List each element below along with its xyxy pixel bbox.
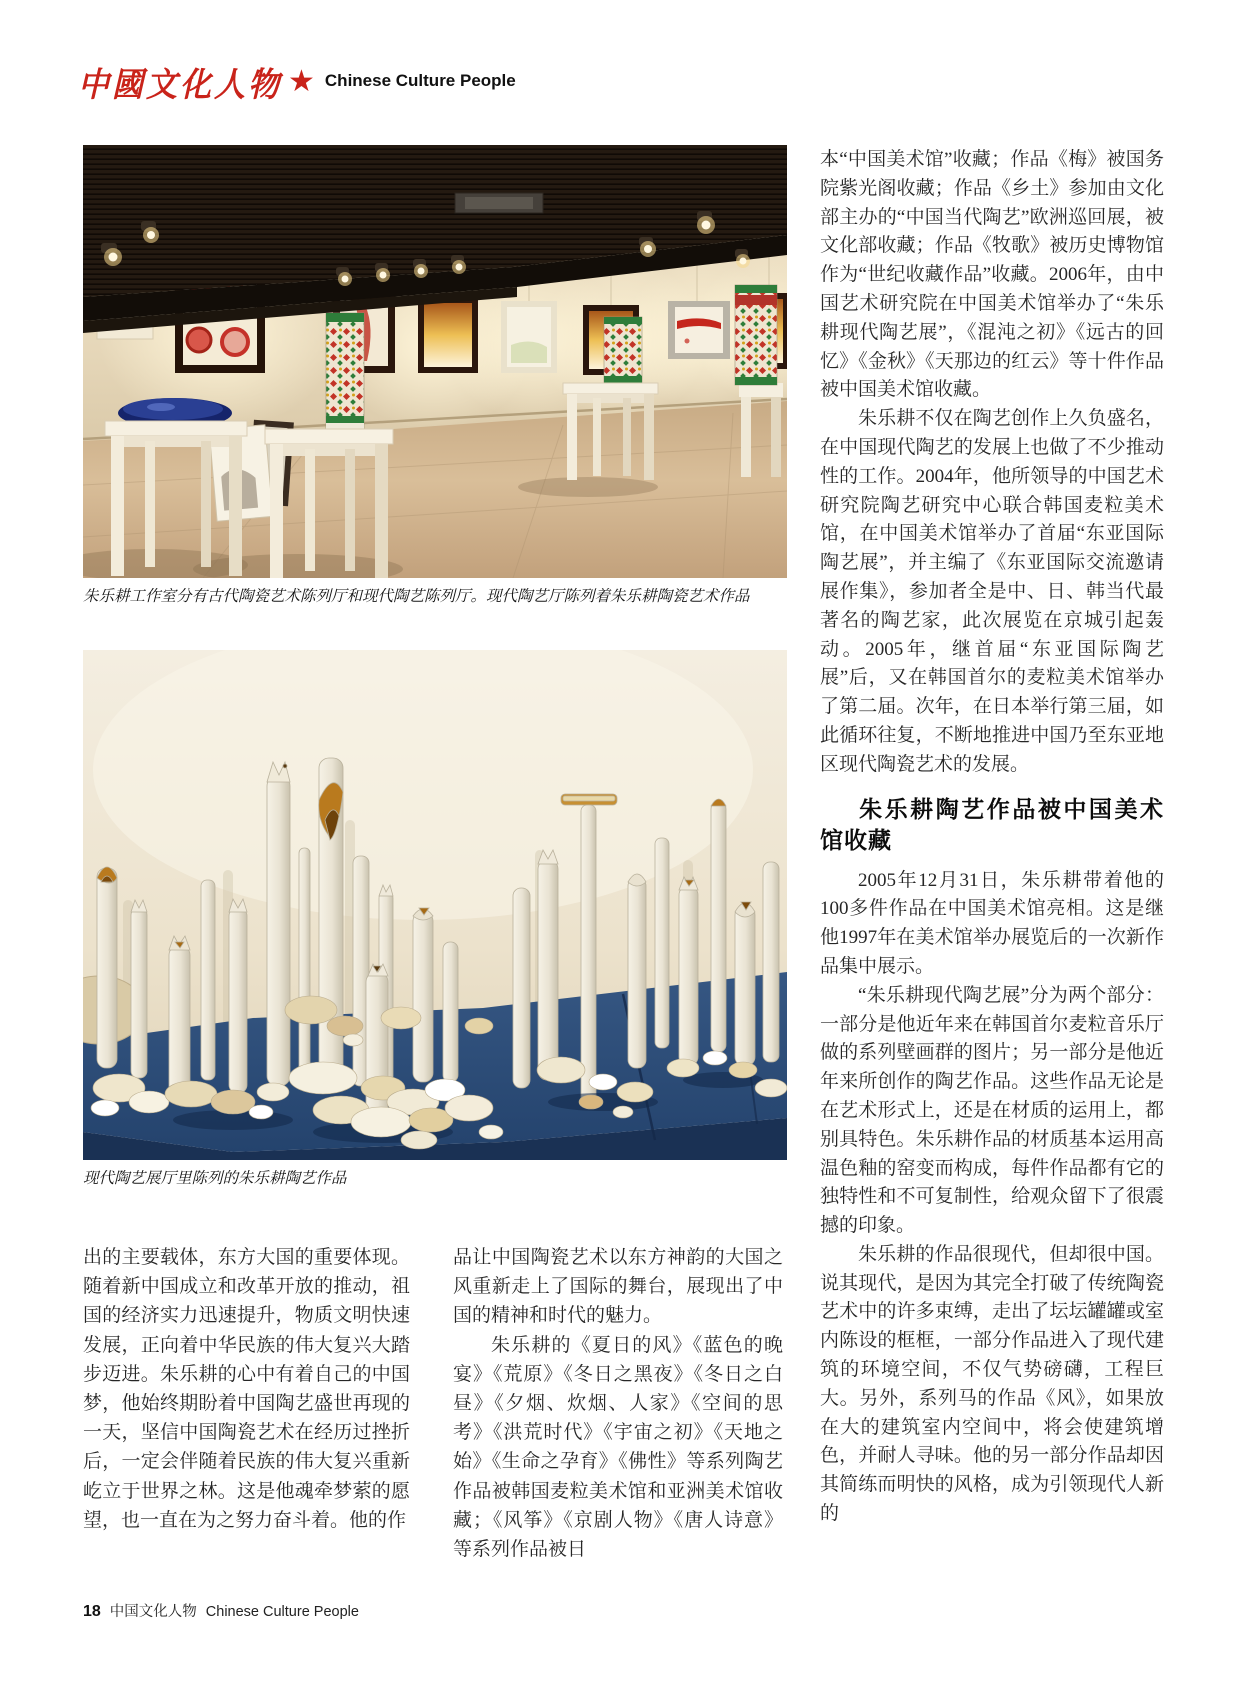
star-icon: ★ [288, 64, 315, 98]
paragraph: 品让中国陶瓷艺术以东方神韵的大国之风重新走上了国际的舞台，展现出了中国的精神和时代的魅力。 [453, 1247, 783, 1327]
page-number: 18 [83, 1603, 101, 1620]
paragraph: “朱乐耕现代陶艺展”分为两个部分：一部分是他近年来在韩国首尔麦粒音乐厅做的系列壁画群的图片；另一部分是他近年来所创作的陶艺作品。这些作品无论是在艺术形式上，还是在材质的运用上，都别具特色。朱乐耕作品的材质基本运用高温色釉的窑变而构成，每件作品都有它的独特性和不可复制性，给观众留下了很震撼的印象。 [820, 984, 1164, 1237]
footer-magazine-english: Chinese Culture People [205, 1604, 359, 1620]
article-column-left [83, 1243, 410, 1535]
paragraph: 本“中国美术馆”收藏；作品《梅》被国务院紫光阁收藏；作品《乡土》参加由文化部主办的“中国当代陶艺”欧洲巡回展，被文化部收藏；作品《牧歌》被历史博物馆作为“世纪收藏作品”收藏。2006年，由中国艺术研究院在中国美术馆举办了“朱乐耕现代陶艺展”，《混沌之初》《远古的回忆》《金秋》《天那边的红云》等十件作品被中国美术馆收藏。 [820, 149, 1164, 401]
gallery-photo-caption: 朱乐耕工作室分有古代陶瓷艺术陈列厅和现代陶艺陈列厅。现代陶艺厅陈列着朱乐耕陶瓷艺术作品 [83, 588, 750, 605]
paragraph: 朱乐耕的《夏日的风》《蓝色的晚宴》《荒原》《冬日之黑夜》《冬日之白昼》《夕烟、炊烟、人家》《空间的思考》《洪荒时代》《宇宙之初》《天地之始》《生命之孕育》《佛性》等系列陶艺作品被韩国麦粒美术馆和亚洲美术馆收藏；《风筝》《京剧人物》《唐人诗意》等系列作品被日 [453, 1334, 783, 1561]
article-column-middle [453, 1243, 783, 1564]
gallery-photo-illustration [83, 145, 787, 578]
gallery-exhibition-photo [83, 145, 787, 578]
footer-magazine-chinese: 中国文化人物 [109, 1604, 197, 1620]
ceramic-installation-photo [83, 650, 787, 1160]
paragraph: 朱乐耕的作品很现代，但却很中国。说其现代，是因为其完全打破了传统陶瓷艺术中的许多束缚，走出了坛坛罐罐或室内陈设的框框，一部分作品进入了现代建筑的环境空间，不仅气势磅礴，工程巨大。另外，系列马的作品《风》，如果放在大的建筑室内空间中，将会使建筑增色，并耐人寻味。他的另一部分作品却因其简练而明快的风格，成为引领现代人新的 [820, 1243, 1164, 1525]
paragraph: 2005年12月31日，朱乐耕带着他的100多件作品在中国美术馆亮相。这是继他1997年在美术馆举办展览后的一次新作品集中展示。 [820, 869, 1164, 977]
section-heading: 朱乐耕陶艺作品被中国美术馆收藏 [820, 795, 1164, 853]
magazine-logo-english: Chinese Culture People [324, 71, 516, 90]
painting-pale [501, 301, 557, 373]
article-column-right [820, 146, 1164, 1529]
installation-photo-illustration [83, 650, 787, 1160]
page-footer [83, 1600, 359, 1621]
painting-orange-1 [418, 297, 478, 373]
paragraph: 出的主要载体，东方大国的重要体现。随着新中国成立和改革开放的推动，祖国的经济实力迅速提升，物质文明快速发展，正向着中华民族的伟大复兴大踏步迈进。朱乐耕的心中有着自己的中国梦，他始终期盼着中国陶艺盛世再现的一天，坚信中国陶瓷艺术在经历过挫折后，一定会伴随着民族的伟大复兴重新屹立于世界之林。这是他魂牵梦萦的愿望，也一直在为之努力奋斗着。他的作 [83, 1247, 410, 1531]
paragraph: 朱乐耕不仅在陶艺创作上久负盛名，在中国现代陶艺的发展上也做了不少推动性的工作。2004年，他所领导的中国艺术研究院陶艺研究中心联合韩国麦粒美术馆，在中国美术馆举办了首届“东亚国际陶艺展”，并主编了《东亚国际交流邀请展作集》，参加者全是中、日、韩当代最著名的陶艺家，此次展览在京城引起轰动。2005年，继首届“东亚国际陶艺展”后，又在韩国首尔的麦粒美术馆举办了第二届。次年，在日本举行第三届，如此循环往复，不断地推进中国乃至东亚地区现代陶瓷艺术的发展。 [820, 408, 1164, 775]
masthead [78, 58, 516, 104]
painting-silver-red-line [668, 301, 730, 359]
installation-photo-caption: 现代陶艺展厅里陈列的朱乐耕陶艺作品 [83, 1170, 347, 1187]
magazine-logo-chinese: 中國文化人物 [78, 65, 282, 104]
